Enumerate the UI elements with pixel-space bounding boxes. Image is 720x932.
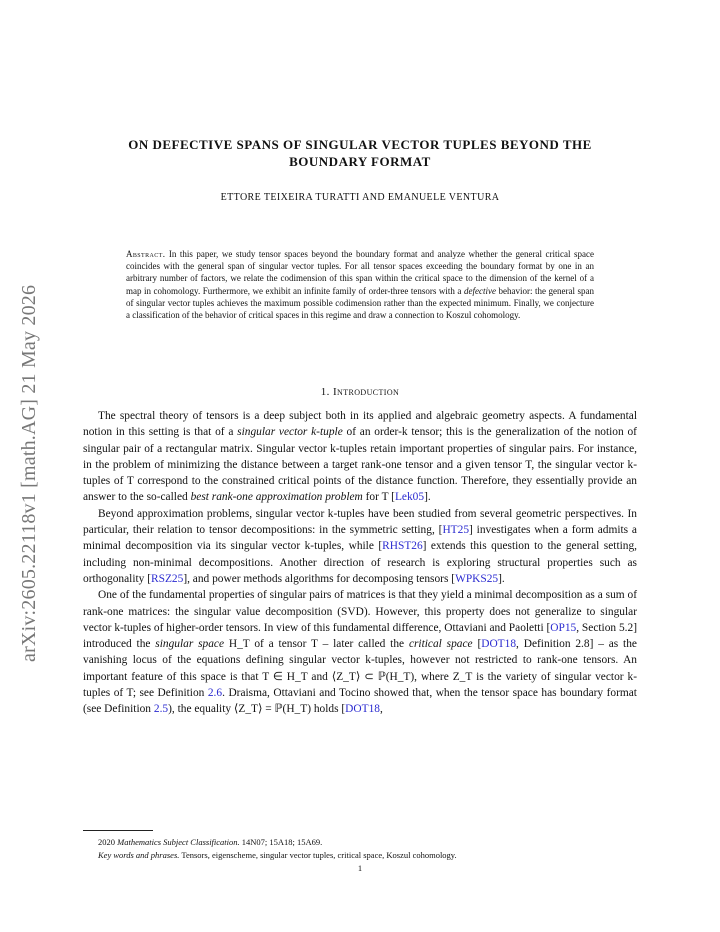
citation-link[interactable]: HT25: [442, 524, 470, 537]
paper-authors: ETTORE TEIXEIRA TURATTI AND EMANUELE VENTURA: [220, 192, 500, 203]
italic-term: singular vector k-tuple: [237, 426, 343, 439]
section-heading: [96, 386, 624, 398]
paragraph-1: The spectral theory of tensors is a deep subject both in its applied and algebraic geometry aspects. A fundamental notion in this setting is that of a singular vector k-tuple of an order-k tensor; this is the generalization of the notion of singular pair of a rectangular matrix. Singular vector k-tuples retain important properties of singular pairs. For instance, in the problem of minimizing the distance between a target rank-one tensor and a given tensor T, the singular vector k-tuples of T correspond to the constrained critical points of the distance function. Therefore, they essentially provide an answer to the so-called best rank-one approximation problem for T [Lek05].: [83, 410, 637, 504]
citation-link[interactable]: RSZ25: [151, 572, 184, 585]
italic-term: best rank-one approximation problem: [190, 491, 363, 504]
abstract: [126, 248, 594, 321]
abstract-italic-term: defective: [463, 285, 496, 296]
footnote-keywords: Key words and phrases. Tensors, eigenscheme, singular vector tuples, critical space, Koszul cohomology.: [98, 850, 457, 860]
citation-link[interactable]: DOT18: [481, 638, 517, 651]
citation-link[interactable]: WPKS25: [455, 572, 499, 585]
citation-link[interactable]: OP15: [550, 621, 577, 634]
italic-term: critical space: [408, 638, 473, 651]
citation-link[interactable]: 2.6: [207, 687, 223, 700]
italic-term: singular space: [155, 638, 225, 651]
page-number: 1: [357, 863, 363, 873]
section-number: 1.: [320, 386, 330, 398]
paragraph-3: One of the fundamental properties of singular pairs of matrices is that they yield a minimal decomposition as a sum of rank-one matrices: the singular value decomposition (SVD). However, this property does not generalize to singular vector k-tuples of higher-order tensors. In view of this fundamental difference, Ottaviani and Paoletti [OP15, Section 5.2] introduced the singular space H_T of a tensor T – later called the critical space [DOT18, Definition 2.8] – as the vanishing locus of the equations defining singular vector k-tuples, however not restricted to rank-one tensors. An important feature of this space is that T ∈ H_T and ⟨Z_T⟩ ⊂ ℙ(H_T), where Z_T is the variety of singular vector k-tuples of T; see Definition 2.6. Draisma, Ottaviani and Tocino showed that, when the tensor space has boundary format (see Definition 2.5), the equality ⟨Z_T⟩ = ℙ(H_T) holds [DOT18,: [83, 589, 637, 716]
body-text: [83, 408, 637, 718]
abstract-text-2: behavior: the general span of singular vector tuples achieves the maximum possible codimension rather than the expected minimum. Finally, we conjecture a classification of the behavior of critical spaces in this regime and draw a connection to Koszul cohomology.: [126, 285, 595, 321]
paragraph-2: Beyond approximation problems, singular vector k-tuples have been studied from several geometric perspectives. In particular, their relation to tensor decompositions: in the symmetric setting, [HT25] investigates when a form admits a minimal decomposition via its singular vector k-tuples, while [RHST26] extends this question to the general setting, including non-minimal decompositions. Another direction of research is exploring structural properties such as orthogonality [RSZ25], and power methods algorithms for decomposing tensors [WPKS25].: [83, 507, 638, 585]
citation-link[interactable]: RHST26: [382, 540, 423, 553]
footnote-divider: [83, 830, 153, 831]
abstract-text-1: In this paper, we study tensor spaces beyond the boundary format and analyze whether the general critical space coincides with the general span of singular vector tuples. For all tensor spaces exceeding the boundary format by one in an arbitrary number of factors, we relate the codimension of this span within the critical space to the dimension of the kernel of a map in cohomology. Furthermore, we exhibit an infinite family of order-three tensors with a: [126, 249, 595, 296]
citation-link[interactable]: Lek05: [394, 491, 425, 504]
abstract-heading: Abstract.: [126, 249, 166, 259]
footnotes: [83, 836, 637, 862]
section-title: Introduction: [332, 386, 400, 398]
citation-link[interactable]: 2.5: [153, 703, 169, 716]
footnote-msc: 2020 Mathematics Subject Classification. 14N07; 15A18; 15A69.: [98, 837, 323, 847]
citation-link[interactable]: DOT18: [345, 703, 380, 716]
arxiv-identifier-stamp: arXiv:2605.22118v1 [math.AG] 21 May 2026: [18, 284, 40, 662]
paper-title: ON DEFECTIVE SPANS OF SINGULAR VECTOR TUPLES BEYOND THE BOUNDARY FORMAT: [128, 137, 592, 169]
